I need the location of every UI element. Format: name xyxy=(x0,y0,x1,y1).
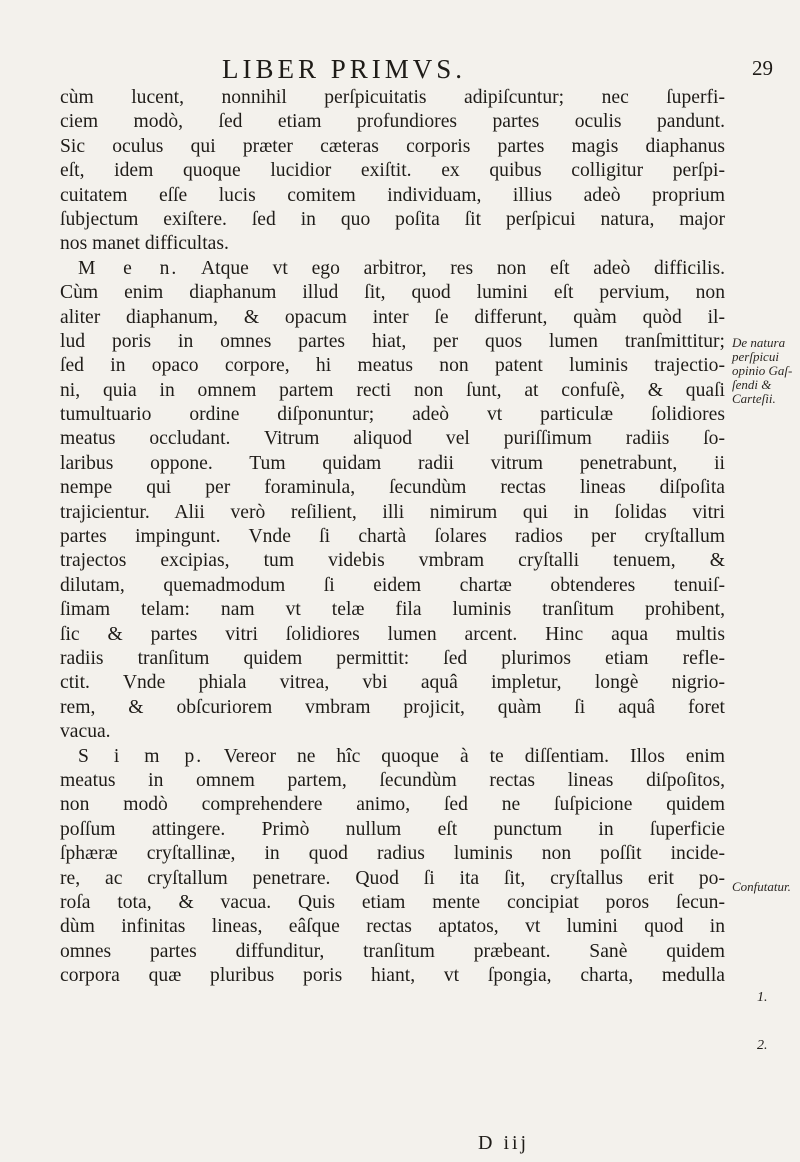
text-line: Cùm enim diaphanum illud ſit, quod lumini eſt pervium, non xyxy=(60,282,725,304)
text-line: aliter diaphanum, & opacum inter ſe differunt, quàm quòd il- xyxy=(60,306,725,328)
text-line: re, ac cryſtallum penetrare. Quod ſi ita ſit, cryſtallus erit po- xyxy=(60,867,725,889)
text-line: cùm lucent, nonnihil perſpicuitatis adipiſcuntur; nec ſuperfi- xyxy=(60,87,725,108)
text-line: corpora quæ pluribus poris hiant, vt ſpongia, charta, medulla xyxy=(60,965,725,987)
text-line: meatus in omnem partem, ſecundùm rectas lineas diſpoſitos, xyxy=(60,769,725,791)
body-text xyxy=(60,86,725,988)
speaker-label: M e n. xyxy=(78,257,179,279)
line-text: Atque vt ego arbitror, res non eſt adeò difficilis. xyxy=(200,257,725,279)
running-title: LIBER PRIMVS. xyxy=(222,54,467,84)
text-line: roſa tota, & vacua. Quis etiam mente concipiat poros ſecun- xyxy=(60,891,725,913)
text-line: laribus oppone. Tum quidam radii vitrum penetrabunt, ii xyxy=(60,452,725,474)
signature-mark: D iij xyxy=(478,1132,530,1154)
text-line: dilutam, quemadmodum ſi eidem chartæ obtenderes tenuiſ- xyxy=(60,574,725,596)
text-line: dùm infinitas lineas, eâſque rectas aptatos, vt lumini quod in xyxy=(60,916,725,938)
text-line: poſſum attingere. Primò nullum eſt punctum in ſuperficie xyxy=(60,818,725,840)
speaker-label: S i m p. xyxy=(78,745,204,767)
text-line: radiis tranſitum quidem permittit: ſed plurimos etiam refle- xyxy=(60,647,725,669)
margin-note-line: opinio Gaſ- xyxy=(732,363,793,378)
margin-note-line: Carteſii. xyxy=(732,391,776,406)
page-number: 29 xyxy=(752,56,773,80)
text-line: tumultuario ordine diſponuntur; adeò vt particulæ ſolidiores xyxy=(60,404,725,426)
text-line: ſubjectum exiſtere. ſed in quo poſita ſit perſpicui natura, major xyxy=(60,208,725,230)
text-line xyxy=(60,257,725,281)
text-line: trajicientur. Alii verò reſilient, illi nimirum qui in ſolidas vitri xyxy=(60,501,725,523)
text-line: ſed in opaco corpore, hi meatus non patent luminis trajectio- xyxy=(60,355,725,377)
text-line: ni, quia in omnem partem recti non ſunt, at confuſè, & quaſi xyxy=(60,379,725,401)
margin-number: 2. xyxy=(757,1038,768,1053)
text-line: ciem modò, ſed etiam profundiores partes oculis pandunt. xyxy=(60,111,725,133)
text-line: ctit. Vnde phiala vitrea, vbi aquâ impletur, longè nigrio- xyxy=(60,672,725,694)
text-line: lud poris in omnes partes hiat, per quos lumen tranſmittitur; xyxy=(60,330,725,352)
text-line: ſic & partes vitri ſolidiores lumen arcent. Hinc aqua multis xyxy=(60,623,725,645)
line-text: Vereor ne hîc quoque à te diſſentiam. Illos enim xyxy=(223,745,725,767)
text-line: vacua. xyxy=(60,721,111,743)
text-line: trajectos excipias, tum videbis vmbram cryſtalli tenuem, & xyxy=(60,550,725,572)
margin-note-line: perſpicui xyxy=(732,349,779,364)
text-line: nempe qui per foraminula, ſecundùm rectas lineas diſpoſita xyxy=(60,477,725,499)
text-line xyxy=(60,745,725,769)
text-line: non modò comprehendere animo, ſed ne ſuſpicione quidem xyxy=(60,794,725,816)
margin-note-confutatur: Confutatur. xyxy=(732,879,791,894)
text-line: rem, & obſcuriorem vmbram projicit, quàm ſi aquâ foret xyxy=(60,696,725,718)
text-line: ſimam telam: nam vt telæ fila luminis tranſitum prohibent, xyxy=(60,599,725,621)
margin-note-opinion xyxy=(732,336,798,406)
text-line: cuitatem eſſe lucis comitem individuam, illius adeò proprium xyxy=(60,184,725,206)
text-line: ſphæræ cryſtallinæ, in quod radius luminis non poſſit incide- xyxy=(60,843,725,865)
text-line: nos manet difficultas. xyxy=(60,233,229,255)
text-line: eſt, idem quoque lucidior exiſtit. ex quibus colligitur perſpi- xyxy=(60,160,725,182)
margin-note-line: ſendi & xyxy=(732,377,772,392)
text-line: meatus occludant. Vitrum aliquod vel puriſſimum radiis ſo- xyxy=(60,428,725,450)
text-line: omnes partes diffunditur, tranſitum præbeant. Sanè quidem xyxy=(60,940,725,962)
text-line: Sic oculus qui præter cæteras corporis partes magis diaphanus xyxy=(60,135,725,157)
margin-number: 1. xyxy=(757,990,768,1005)
text-line: partes impingunt. Vnde ſi chartà ſolares radios per cryſtallum xyxy=(60,526,725,548)
margin-note-line: De natura xyxy=(732,335,786,350)
